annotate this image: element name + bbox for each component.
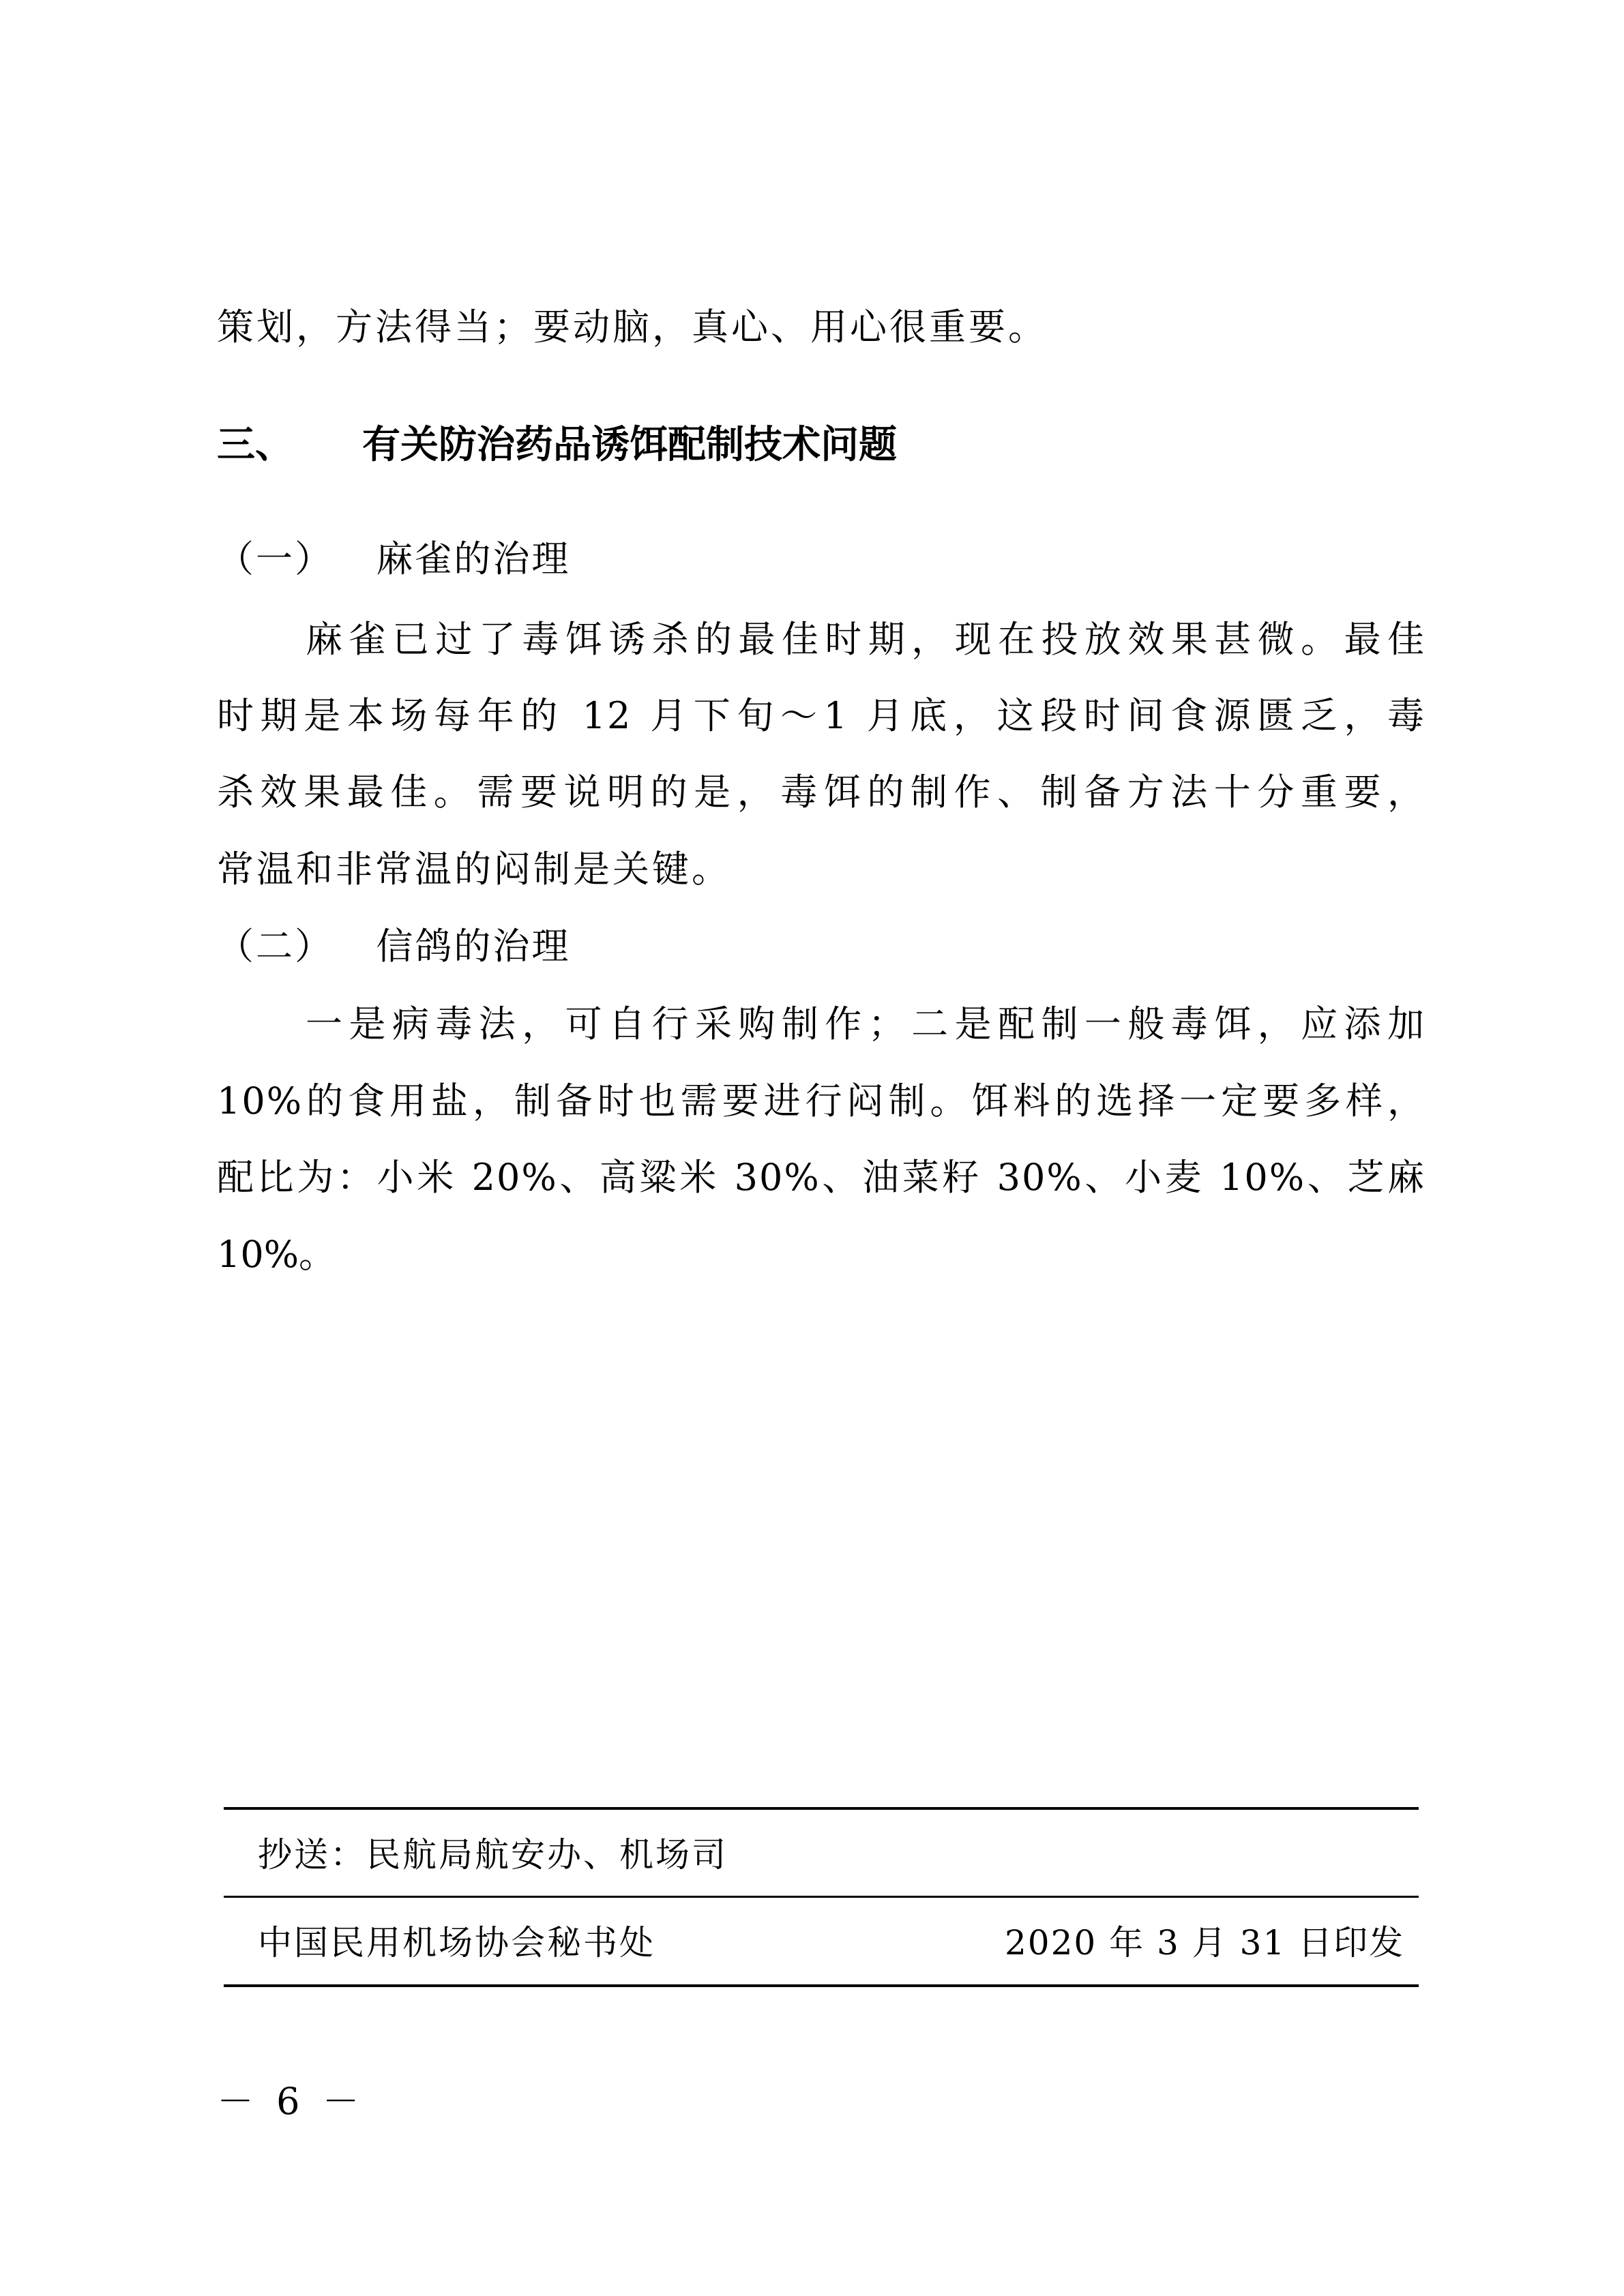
paragraph-line: 常温和非常温的闷制是关键。	[217, 848, 731, 891]
cc-line	[258, 1833, 728, 1877]
issue-date: 2020 年 3 月 31 日印发	[1005, 1923, 1405, 1963]
cc-recipients: 民航局航安办、机场司	[366, 1835, 728, 1875]
paragraph-line: 麻雀已过了毒饵诱杀的最佳时期，现在投放效果甚微。最佳	[306, 618, 1426, 661]
paragraph-line: 时期是本场每年的 12 月下旬～1 月底，这段时间食源匮乏，毒	[217, 694, 1426, 737]
section-title: 有关防治药品诱饵配制技术问题	[362, 423, 897, 467]
footer-rule-bottom	[224, 1984, 1419, 1987]
page-number: － 6 －	[217, 2080, 365, 2123]
carryover-line: 策划，方法得当；要动脑，真心、用心很重要。	[217, 305, 1048, 348]
footer-rule-middle	[224, 1896, 1419, 1898]
paragraph-line: 一是病毒法，可自行采购制作；二是配制一般毒饵，应添加	[306, 1002, 1426, 1045]
section-number: 三、	[217, 423, 293, 467]
subsection-number: （二）	[217, 925, 334, 968]
subsection-heading-1	[217, 535, 570, 583]
paragraph-line: 10%的食用盐，制备时也需要进行闷制。饵料的选择一定要多样，	[217, 1079, 1426, 1122]
subsection-title: 麻雀的治理	[376, 537, 571, 580]
footer-rule-top	[224, 1807, 1419, 1810]
issuer: 中国民用机场协会秘书处	[258, 1923, 655, 1963]
subsection-number: （一）	[217, 537, 334, 580]
paragraph-line: 杀效果最佳。需要说明的是，毒饵的制作、制备方法十分重要，	[217, 771, 1426, 814]
paragraph-line: 配比为：小米 20%、高粱米 30%、油菜籽 30%、小麦 10%、芝麻	[217, 1156, 1426, 1199]
subsection-title: 信鸽的治理	[376, 925, 571, 968]
cc-label: 抄送：	[258, 1835, 366, 1875]
paragraph-line: 10%。	[217, 1233, 336, 1276]
subsection-heading-2	[217, 923, 570, 970]
section-heading	[217, 421, 897, 469]
